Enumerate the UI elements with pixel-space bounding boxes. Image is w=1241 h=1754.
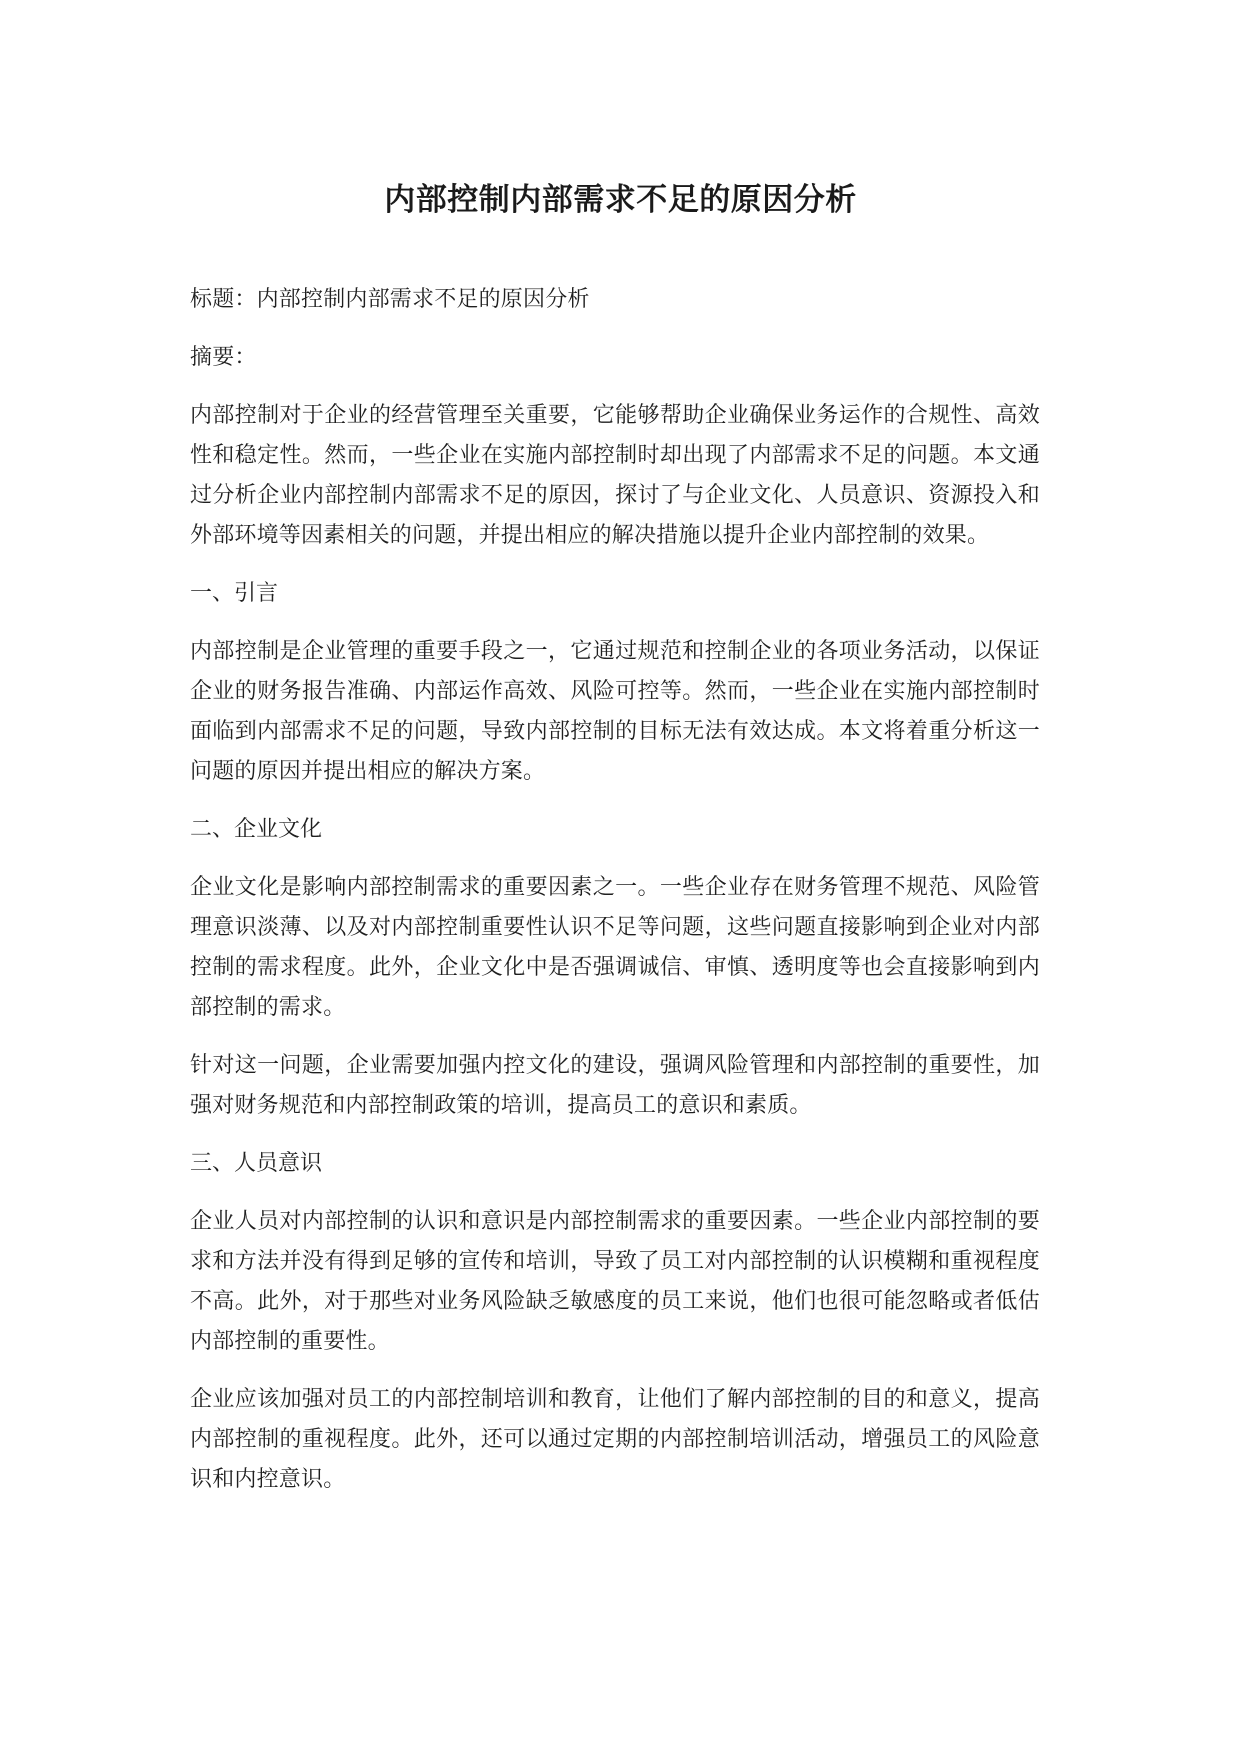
- staff-awareness-paragraph-1: 企业人员对内部控制的认识和意识是内部控制需求的重要因素。一些企业内部控制的要求和方法并没有得到足够的宣传和培训，导致了员工对内部控制的认识模糊和重视程度不高。此外，对于那些对业务风险缺乏敏感度的员工来说，他们也很可能忽略或者低估内部控制的重要性。: [190, 1209, 1040, 1354]
- corporate-culture-paragraph-1: 企业文化是影响内部控制需求的重要因素之一。一些企业存在财务管理不规范、风险管理意识淡薄、以及对内部控制重要性认识不足等问题，这些问题直接影响到企业对内部控制的需求程度。此外，企业文化中是否强调诚信、审慎、透明度等也会直接影响到内部控制的需求。: [190, 875, 1040, 1020]
- abstract-label: 摘要：: [190, 345, 257, 370]
- section-heading-introduction: 一、引言: [190, 581, 279, 606]
- introduction-paragraph: 内部控制是企业管理的重要手段之一，它通过规范和控制企业的各项业务活动，以保证企业的财务报告准确、内部运作高效、风险可控等。然而，一些企业在实施内部控制时面临到内部需求不足的问题，导致内部控制的目标无法有效达成。本文将着重分析这一问题的原因并提出相应的解决方案。: [190, 639, 1040, 784]
- document-title: 内部控制内部需求不足的原因分析: [384, 182, 857, 218]
- subtitle-line: 标题：内部控制内部需求不足的原因分析: [190, 287, 590, 312]
- section-heading-staff-awareness: 三、人员意识: [190, 1151, 323, 1176]
- section-heading-corporate-culture: 二、企业文化: [190, 817, 323, 842]
- document-body: [190, 280, 1040, 1518]
- abstract-paragraph: 内部控制对于企业的经营管理至关重要，它能够帮助企业确保业务运作的合规性、高效性和稳定性。然而，一些企业在实施内部控制时却出现了内部需求不足的问题。本文通过分析企业内部控制内部需求不足的原因，探讨了与企业文化、人员意识、资源投入和外部环境等因素相关的问题，并提出相应的解决措施以提升企业内部控制的效果。: [190, 403, 1040, 548]
- staff-awareness-paragraph-2: 企业应该加强对员工的内部控制培训和教育，让他们了解内部控制的目的和意义，提高内部控制的重视程度。此外，还可以通过定期的内部控制培训活动，增强员工的风险意识和内控意识。: [190, 1387, 1040, 1492]
- corporate-culture-paragraph-2: 针对这一问题，企业需要加强内控文化的建设，强调风险管理和内部控制的重要性，加强对财务规范和内部控制政策的培训，提高员工的意识和素质。: [190, 1053, 1040, 1118]
